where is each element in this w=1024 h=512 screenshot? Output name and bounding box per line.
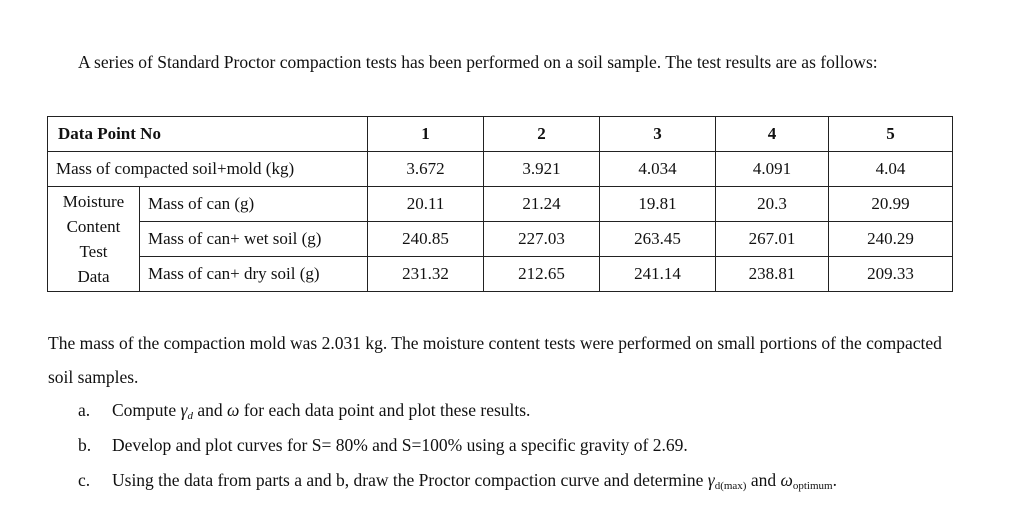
gamma-symbol: γ (180, 400, 188, 420)
item-letter: a. (78, 400, 91, 420)
table-cell: 263.45 (600, 222, 716, 257)
table-cell: 20.99 (829, 187, 953, 222)
item-letter: c. (78, 470, 91, 490)
intro-paragraph (48, 46, 948, 78)
table-cell: 241.14 (600, 257, 716, 292)
subscript: optimum (792, 480, 833, 492)
table-row (48, 257, 953, 292)
group-label-line: Content (66, 217, 121, 236)
header-point-5: 5 (829, 117, 953, 152)
table-cell: 3.921 (484, 152, 600, 187)
header-point-4: 4 (716, 117, 829, 152)
table-row (48, 222, 953, 257)
compaction-data-table (47, 116, 953, 292)
group-label-line: Test (79, 242, 108, 261)
table-cell: 4.091 (716, 152, 829, 187)
table-cell: 231.32 (368, 257, 484, 292)
table-cell: 227.03 (484, 222, 600, 257)
item-letter: b. (78, 435, 92, 455)
subscript: d (187, 410, 193, 422)
mold-mass-paragraph: The mass of the compaction mold was 2.031 kg. The moisture content tests were performed on small portions of the compacted soil samples. (48, 333, 942, 387)
table-cell: 20.3 (716, 187, 829, 222)
header-point-2: 2 (484, 117, 600, 152)
table-cell: 212.65 (484, 257, 600, 292)
list-item (78, 394, 837, 429)
table-cell: 4.04 (829, 152, 953, 187)
list-item (78, 429, 837, 464)
item-text: Using the data from parts a and b, draw the Proctor compaction curve and determine (112, 470, 708, 490)
item-text: and (192, 400, 227, 420)
table-row (48, 187, 953, 222)
item-text: Develop and plot curves for S= 80% and S=100% using a specific gravity of 2.69. (112, 435, 688, 455)
omega-symbol: ω (226, 400, 240, 420)
table-header-row (48, 117, 953, 152)
table-cell: 21.24 (484, 187, 600, 222)
group-label-line: Data (77, 267, 110, 286)
row-label: Mass of can+ dry soil (g) (140, 257, 368, 292)
gamma-symbol: γ (707, 470, 715, 490)
item-text: . (832, 470, 837, 490)
subscript: d(max) (714, 480, 747, 492)
header-point-1: 1 (368, 117, 484, 152)
table-cell: 3.672 (368, 152, 484, 187)
task-list (78, 394, 837, 499)
table-cell: 19.81 (600, 187, 716, 222)
table-cell: 4.034 (600, 152, 716, 187)
row-label: Mass of can (g) (140, 187, 368, 222)
item-text: and (746, 470, 781, 490)
table-cell: 240.29 (829, 222, 953, 257)
table-cell: 20.11 (368, 187, 484, 222)
row-label: Mass of compacted soil+mold (kg) (48, 152, 368, 187)
intro-text: A series of Standard Proctor compaction tests has been performed on a soil sample. The test results are as follows: (78, 52, 878, 72)
omega-symbol: ω (780, 470, 793, 490)
table-cell: 240.85 (368, 222, 484, 257)
item-text: Compute (112, 400, 181, 420)
table-cell: 238.81 (716, 257, 829, 292)
moisture-group-label (48, 187, 140, 292)
row-label: Mass of can+ wet soil (g) (140, 222, 368, 257)
table-cell: 267.01 (716, 222, 829, 257)
header-label: Data Point No (48, 117, 368, 152)
list-item (78, 464, 837, 499)
item-text: for each data point and plot these results. (239, 400, 531, 420)
header-point-3: 3 (600, 117, 716, 152)
group-label-line: Moisture (62, 192, 125, 211)
table-cell: 209.33 (829, 257, 953, 292)
table-row (48, 152, 953, 187)
